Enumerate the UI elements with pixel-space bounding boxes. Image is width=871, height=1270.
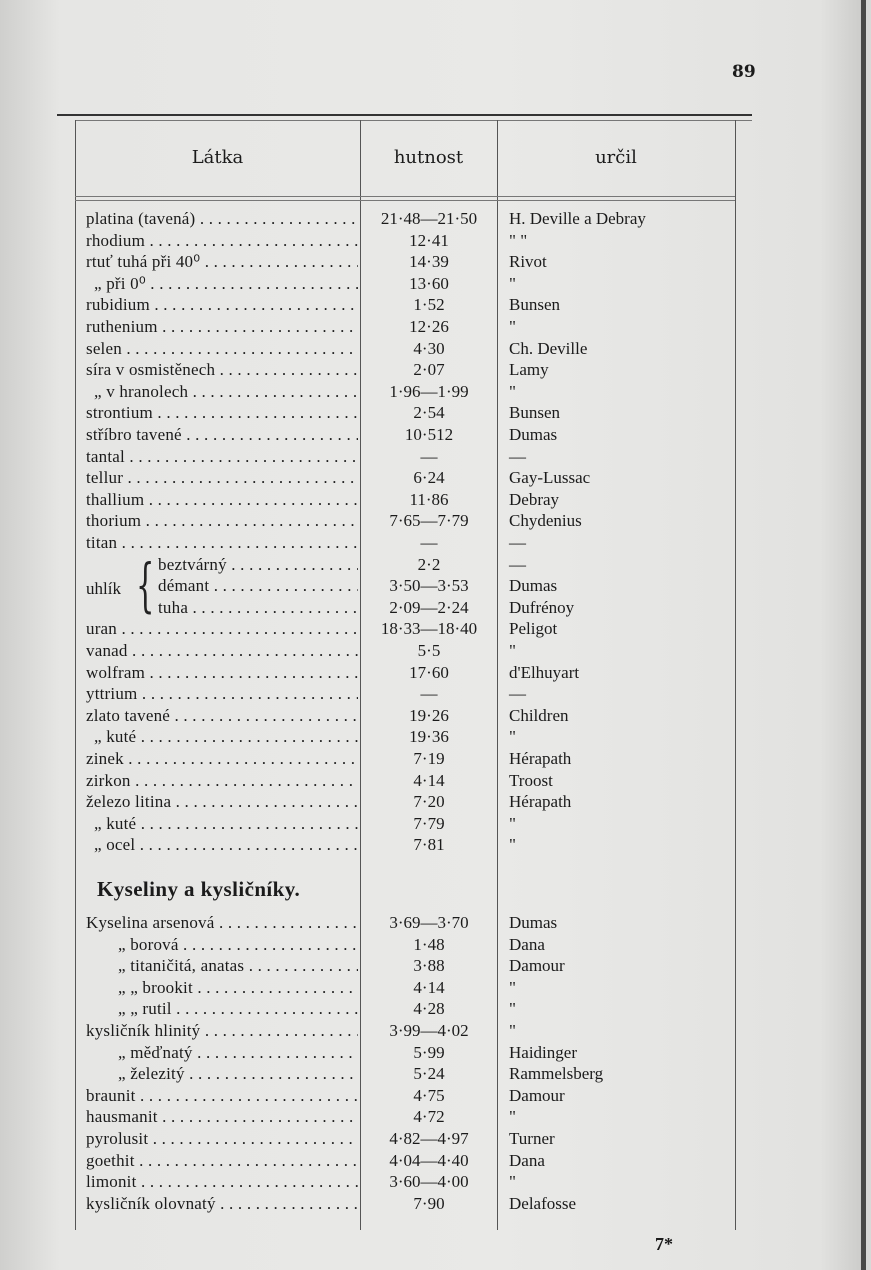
determined-by: —: [509, 684, 526, 704]
table-row: [0, 1043, 866, 1064]
table-row: [0, 749, 866, 770]
determined-by: ": [509, 641, 516, 660]
table-row: [0, 814, 866, 835]
table-row: [0, 576, 866, 597]
determined-by: Children: [509, 705, 569, 725]
density-value: 2·54: [413, 403, 445, 423]
top-rule: [57, 114, 752, 116]
determined-by: Damour: [509, 956, 565, 976]
density-value: 4·28: [413, 999, 445, 1019]
substance-name: platina (tavená) . . .: [86, 209, 358, 229]
determined-by: ": [509, 1021, 516, 1040]
determined-by: —: [509, 533, 526, 552]
table-row: [0, 425, 866, 446]
density-value: 2·09—2·24: [389, 597, 469, 617]
density-value: 5·99: [413, 1042, 445, 1062]
group-label-carbon: uhlík: [86, 579, 121, 598]
table-row: [0, 1151, 866, 1172]
table-row: [0, 274, 866, 295]
density-value: 1·96—1·99: [389, 381, 469, 401]
density-value: 4·14: [413, 977, 445, 997]
substance-name: „ kuté . . .: [94, 727, 358, 747]
table-row: [0, 490, 866, 511]
header-rule-2: [75, 200, 735, 201]
determined-by: ": [509, 999, 516, 1019]
density-value: 3·99—4·02: [389, 1021, 469, 1040]
density-value: 7·90: [413, 1193, 445, 1213]
density-value: 7·79: [413, 813, 445, 833]
table-row: [0, 598, 866, 619]
substance-name: strontium . . .: [86, 403, 358, 423]
determined-by: Dumas: [509, 913, 558, 932]
table-row: [0, 533, 866, 554]
density-value: 14·39: [409, 252, 449, 272]
substance-name: tuha . . .: [158, 598, 358, 618]
substance-name: beztvárný . . .: [158, 555, 358, 575]
table-row: [0, 684, 866, 705]
determined-by: ": [509, 381, 516, 401]
determined-by: Chydenius: [509, 511, 582, 531]
substance-name: „ v hranolech . . .: [94, 382, 358, 402]
table-row: [0, 447, 866, 468]
density-value: —: [420, 684, 438, 704]
determined-by: Bunsen: [509, 295, 560, 315]
density-value: 12·26: [409, 317, 449, 336]
density-value: 7·20: [413, 792, 445, 812]
determined-by: " ": [509, 230, 528, 250]
table-row: [0, 295, 866, 316]
table-row: [0, 835, 866, 856]
substance-name: „ ocel . . .: [94, 835, 358, 855]
substance-name: rtuť tuhá při 40⁰ . . .: [86, 252, 358, 272]
substance-name: limonit . . .: [86, 1172, 358, 1192]
table-row: [0, 252, 866, 273]
table-row: [0, 511, 866, 532]
density-value: 3·60—4·00: [389, 1172, 469, 1192]
determined-by: Damour: [509, 1085, 565, 1105]
determined-by: ": [509, 835, 516, 855]
table-row: [0, 663, 866, 684]
substance-name: rubidium . . .: [86, 295, 358, 315]
determined-by: Haidinger: [509, 1042, 577, 1062]
table-row: [0, 468, 866, 489]
substance-name: kysličník hlinitý . . .: [86, 1021, 358, 1041]
table-row: [0, 792, 866, 813]
substance-name: tellur . . .: [86, 468, 358, 488]
substance-name: wolfram . . .: [86, 663, 358, 683]
table-row: [0, 913, 866, 934]
substance-name: thallium . . .: [86, 490, 358, 510]
density-value: 19·26: [409, 705, 449, 725]
substance-name: tantal . . .: [86, 447, 358, 467]
determined-by: Delafosse: [509, 1193, 577, 1213]
substance-name: železo litina . . .: [86, 792, 358, 812]
density-value: 13·60: [409, 273, 449, 293]
determined-by: Hérapath: [509, 749, 572, 768]
table-row: [0, 360, 866, 381]
table-row: [0, 935, 866, 956]
substance-name: „ při 0⁰ . . .: [94, 274, 358, 294]
substance-name: „ kuté . . .: [94, 814, 358, 834]
substance-name: zinek . . .: [86, 749, 358, 769]
substance-name: uran . . .: [86, 619, 358, 639]
density-value: —: [420, 446, 438, 466]
density-value: 4·04—4·40: [389, 1150, 469, 1170]
table-row: [0, 209, 866, 230]
substance-name: „ železitý . . .: [118, 1064, 358, 1084]
substance-name: „ „ rutil . . .: [118, 999, 358, 1019]
determined-by: d'Elhuyart: [509, 662, 580, 682]
density-value: 2·07: [413, 360, 445, 380]
section-title: Kyseliny a kysličníky.: [97, 877, 301, 901]
determined-by: Troost: [509, 770, 553, 790]
substance-name: thorium . . .: [86, 511, 358, 531]
table-row: [0, 382, 866, 403]
substance-name: vanad . . .: [86, 641, 358, 661]
substance-name: goethit . . .: [86, 1151, 358, 1171]
determined-by: H. Deville a Debray: [509, 209, 646, 228]
density-value: 3·50—3·53: [389, 576, 469, 596]
determined-by: Rammelsberg: [509, 1064, 604, 1084]
header-substance: Látka: [191, 147, 244, 168]
table-row: [0, 978, 866, 999]
density-value: 4·30: [413, 338, 445, 358]
determined-by: Gay-Lussac: [509, 468, 591, 488]
density-value: 4·82—4·97: [389, 1129, 469, 1148]
determined-by: Dana: [509, 1150, 545, 1170]
density-value: 3·88: [413, 956, 445, 976]
density-value: 18·33—18·40: [380, 619, 478, 639]
substance-name: zlato tavené . . .: [86, 706, 358, 726]
determined-by: ": [509, 1172, 516, 1192]
table-row: [0, 1194, 866, 1215]
table-row: [0, 771, 866, 792]
header-determined-by: určil: [595, 147, 637, 168]
determined-by: Ch. Deville: [509, 338, 588, 358]
page-number: 89: [732, 62, 756, 82]
table-row: [0, 317, 866, 338]
substance-name: „ „ brookit . . .: [118, 978, 358, 998]
table-row: [0, 555, 866, 576]
density-value: 19·36: [409, 727, 449, 747]
brace-icon: {: [136, 551, 155, 619]
density-value: 7·81: [413, 835, 445, 855]
substance-name: síra v osmistěnech . . .: [86, 360, 358, 380]
substance-name: hausmanit . . .: [86, 1107, 358, 1127]
substance-name: „ měďnatý . . .: [118, 1043, 358, 1063]
determined-by: Peligot: [509, 619, 558, 639]
substance-name: „ titaničitá, anatas . . .: [118, 956, 358, 976]
table-row: [0, 956, 866, 977]
table-row: [0, 727, 866, 748]
header-density: hutnost: [393, 147, 464, 168]
density-value: 4·14: [413, 770, 445, 790]
table-row: [0, 706, 866, 727]
determined-by: ": [509, 273, 516, 293]
determined-by: ": [509, 727, 516, 747]
table-row: [0, 1107, 866, 1128]
substance-name: titan . . .: [86, 533, 358, 553]
substance-name: zirkon . . .: [86, 771, 358, 791]
determined-by: ": [509, 317, 516, 336]
density-value: 7·19: [413, 749, 445, 768]
determined-by: Rivot: [509, 252, 547, 272]
substance-name: „ borová . . .: [118, 935, 358, 955]
table-row: [0, 231, 866, 252]
substance-name: kysličník olovnatý . . .: [86, 1194, 358, 1214]
top-rule-thin: [75, 120, 752, 121]
substance-name: Kyselina arsenová . . .: [86, 913, 358, 933]
table-row: [0, 999, 866, 1020]
density-value: 12·41: [409, 230, 449, 250]
determined-by: ": [509, 1107, 516, 1127]
density-value: 10·512: [404, 425, 454, 444]
density-value: 4·75: [413, 1085, 445, 1105]
density-value: 4·72: [413, 1107, 445, 1127]
table-row: [0, 619, 866, 640]
table-row: [0, 1021, 866, 1042]
density-value: 3·69—3·70: [389, 913, 469, 932]
table-row: [0, 1086, 866, 1107]
density-value: 11·86: [409, 489, 449, 509]
density-value: 7·65—7·79: [389, 511, 469, 531]
substance-name: démant . . .: [158, 576, 358, 596]
density-value: 21·48—21·50: [380, 209, 478, 228]
determined-by: Dana: [509, 934, 545, 954]
density-value: 5·5: [417, 641, 441, 660]
table-row: [0, 339, 866, 360]
determined-by: Dumas: [509, 576, 558, 596]
substance-name: braunit . . .: [86, 1086, 358, 1106]
determined-by: Debray: [509, 489, 560, 509]
determined-by: ": [509, 977, 516, 997]
table-row: [0, 403, 866, 424]
determined-by: —: [509, 446, 526, 466]
substance-name: stříbro tavené . . .: [86, 425, 358, 445]
table-row: [0, 1129, 866, 1150]
table-row: [0, 1172, 866, 1193]
density-value: 2·2: [417, 554, 441, 574]
density-value: 6·24: [413, 468, 445, 488]
determined-by: —: [509, 554, 526, 574]
substance-name: rhodium . . .: [86, 231, 358, 251]
determined-by: ": [509, 813, 516, 833]
table-row: [0, 1064, 866, 1085]
signature-mark: 7*: [655, 1234, 673, 1254]
substance-name: pyrolusit . . .: [86, 1129, 358, 1149]
determined-by: Dufrénoy: [509, 597, 575, 617]
density-value: —: [420, 533, 438, 552]
determined-by: Turner: [509, 1129, 555, 1148]
density-value: 1·48: [413, 934, 445, 954]
table-row: [0, 641, 866, 662]
determined-by: Bunsen: [509, 403, 560, 423]
density-value: 5·24: [413, 1064, 445, 1084]
determined-by: Hérapath: [509, 792, 572, 812]
substance-name: ruthenium . . .: [86, 317, 358, 337]
determined-by: Dumas: [509, 425, 558, 444]
density-value: 1·52: [413, 295, 445, 315]
density-value: 17·60: [409, 662, 449, 682]
substance-name: yttrium . . .: [86, 684, 358, 704]
determined-by: Lamy: [509, 360, 549, 380]
substance-name: selen . . .: [86, 339, 358, 359]
header-rule: [75, 196, 735, 197]
